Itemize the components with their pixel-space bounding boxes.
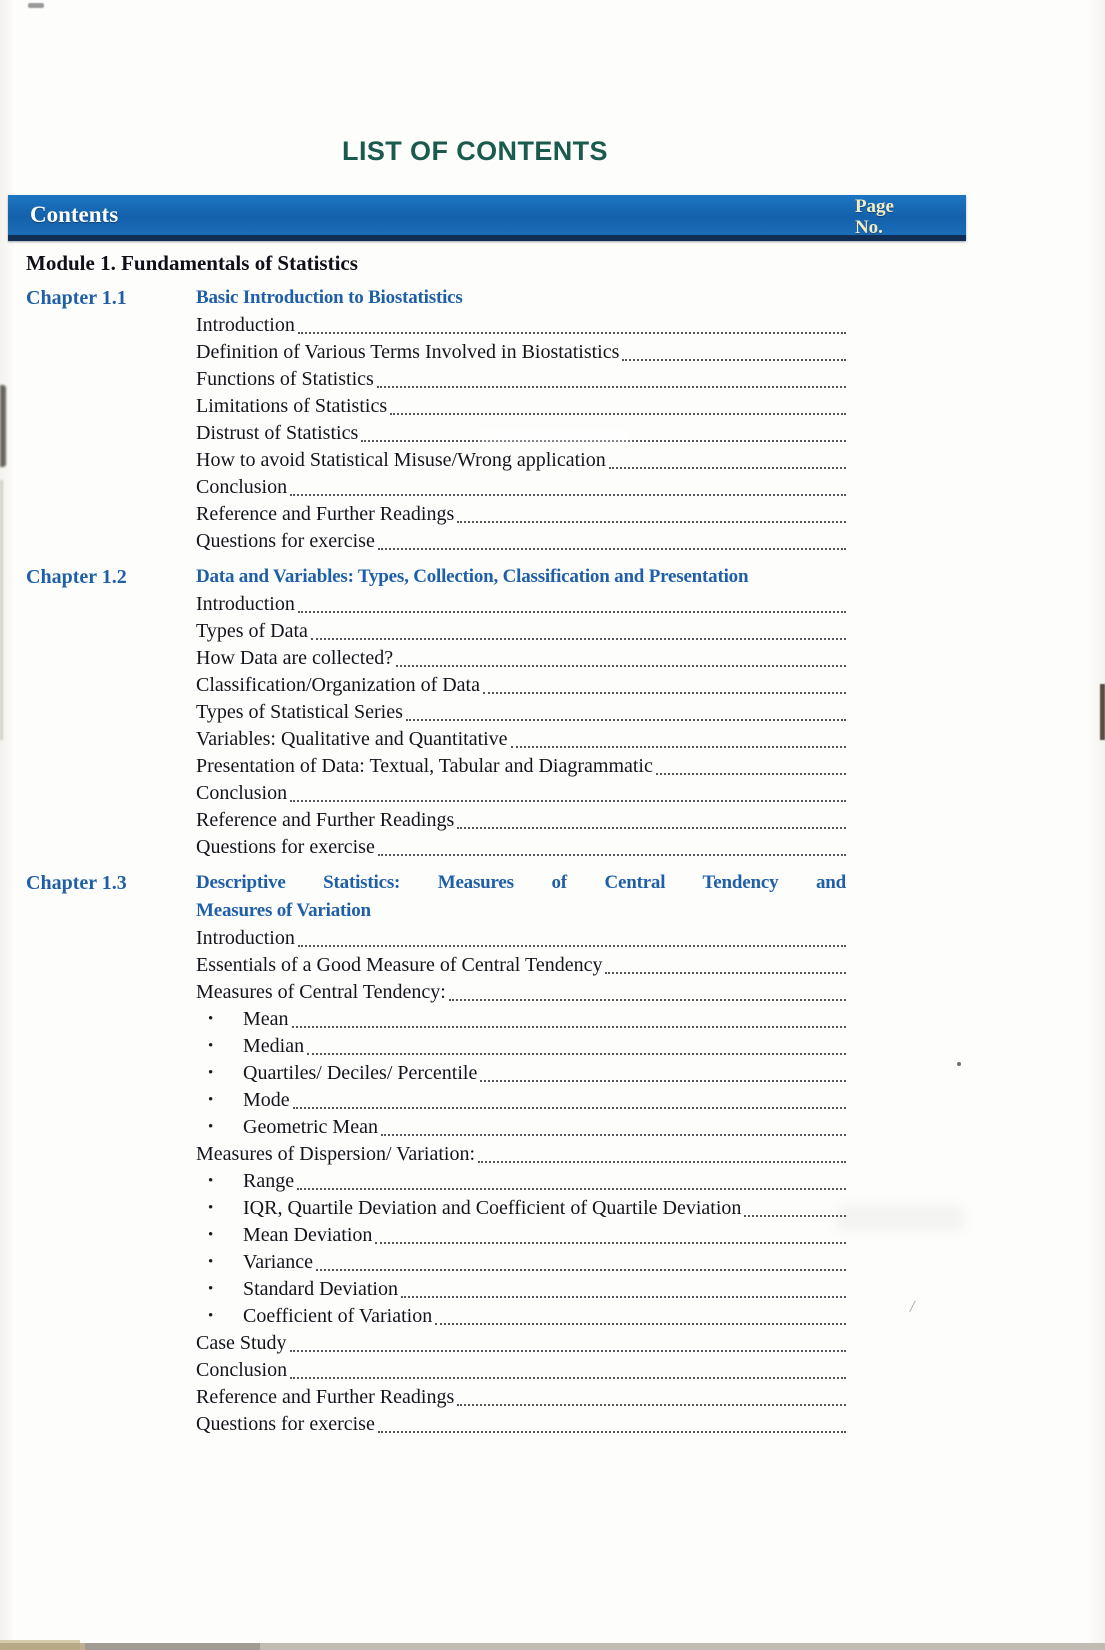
toc-item bbox=[196, 780, 846, 807]
toc-item bbox=[196, 474, 846, 501]
toc-item-label: Essentials of a Good Measure of Central Tendency bbox=[196, 954, 603, 976]
dotted-leader bbox=[298, 945, 846, 947]
toc-item bbox=[196, 1141, 846, 1168]
toc-item bbox=[196, 1303, 846, 1330]
toc-item-label: Introduction bbox=[196, 593, 295, 615]
toc-item-label: Measures of Central Tendency: bbox=[196, 981, 446, 1003]
bullet-icon: • bbox=[208, 1038, 214, 1054]
dotted-leader bbox=[316, 1269, 846, 1271]
dotted-leader bbox=[401, 1296, 846, 1298]
toc-item-label: Mean Deviation bbox=[243, 1224, 373, 1246]
dotted-leader bbox=[390, 413, 846, 415]
chapter-title-line: Basic Introduction to Biostatistics bbox=[196, 287, 463, 308]
toc-item bbox=[196, 645, 846, 672]
scan-smudge bbox=[835, 1205, 965, 1231]
toc-item bbox=[196, 1411, 846, 1438]
header-page-no-line1: Page bbox=[854, 196, 894, 217]
chapter-title-line: Measures of Variation bbox=[196, 900, 371, 921]
toc-item-label: Case Study bbox=[196, 1332, 287, 1354]
module-heading: Module 1. Fundamentals of Statistics bbox=[26, 251, 358, 275]
toc-item-label: Types of Statistical Series bbox=[196, 701, 403, 723]
bullet-icon: • bbox=[208, 1119, 214, 1135]
toc-item bbox=[196, 1033, 846, 1060]
chapter-head bbox=[26, 869, 846, 925]
chapter-title bbox=[196, 284, 846, 312]
toc-item bbox=[196, 501, 846, 528]
chapter-items bbox=[26, 591, 846, 861]
dotted-leader bbox=[622, 359, 846, 361]
toc-item-label: Mean bbox=[243, 1008, 289, 1030]
toc-item-label: Conclusion bbox=[196, 1359, 288, 1381]
toc-item bbox=[196, 1168, 846, 1195]
chapter-title bbox=[196, 563, 846, 591]
dotted-leader bbox=[375, 1242, 846, 1244]
toc-item-label: Classification/Organization of Data bbox=[196, 674, 480, 696]
dotted-leader bbox=[377, 386, 846, 388]
scan-artifact-bottom-strip bbox=[0, 1643, 1105, 1650]
dotted-leader bbox=[298, 332, 846, 334]
chapter-items bbox=[26, 312, 846, 555]
toc-item bbox=[196, 1114, 846, 1141]
dotted-leader bbox=[406, 719, 846, 721]
toc-item-label: Presentation of Data: Textual, Tabular and Diagrammatic bbox=[196, 755, 653, 777]
toc-item-label: How to avoid Statistical Misuse/Wrong application bbox=[196, 449, 606, 471]
dotted-leader bbox=[435, 1323, 846, 1325]
header-contents-label: Contents bbox=[30, 202, 119, 227]
toc-item-label: Reference and Further Readings bbox=[196, 503, 455, 525]
scan-artifact-slash: / bbox=[908, 1295, 917, 1317]
dotted-leader bbox=[744, 1215, 846, 1217]
toc-item bbox=[196, 1357, 846, 1384]
dotted-leader bbox=[307, 1053, 846, 1055]
toc-item-label: Conclusion bbox=[196, 782, 288, 804]
toc-item-label: Introduction bbox=[196, 314, 295, 336]
dotted-leader bbox=[656, 773, 846, 775]
toc-item bbox=[196, 1087, 846, 1114]
scan-artifact-dot bbox=[957, 1062, 961, 1066]
toc-item-label: Definition of Various Terms Involved in Biostatistics bbox=[196, 341, 620, 363]
bullet-icon: • bbox=[208, 1200, 214, 1216]
dotted-leader bbox=[605, 972, 846, 974]
dotted-leader bbox=[290, 494, 846, 496]
bullet-icon: • bbox=[208, 1227, 214, 1243]
toc-item-label: Reference and Further Readings bbox=[196, 1386, 455, 1408]
dotted-leader bbox=[449, 999, 846, 1001]
toc-item-label: Range bbox=[243, 1170, 295, 1192]
scan-artifact-top-left bbox=[28, 3, 44, 8]
chapter-label: Chapter 1.1 bbox=[26, 287, 127, 309]
toc-item bbox=[196, 672, 846, 699]
toc-item bbox=[196, 591, 846, 618]
toc-item-label: IQR, Quartile Deviation and Coefficient of Quartile Deviation bbox=[243, 1197, 742, 1219]
dotted-leader bbox=[378, 548, 846, 550]
dotted-leader bbox=[457, 1404, 846, 1406]
dotted-leader bbox=[396, 665, 846, 667]
dotted-leader bbox=[361, 440, 846, 442]
toc-item bbox=[196, 1330, 846, 1357]
toc-item-label: Variables: Qualitative and Quantitative bbox=[196, 728, 508, 750]
chapter-title bbox=[196, 869, 846, 925]
dotted-leader bbox=[298, 611, 846, 613]
chapter-title-line: Descriptive Statistics: Measures of Central Tendency and bbox=[196, 872, 846, 893]
page-title: LIST OF CONTENTS bbox=[342, 136, 608, 166]
bullet-icon: • bbox=[208, 1092, 214, 1108]
chapter-section bbox=[26, 563, 846, 861]
toc-item bbox=[196, 339, 846, 366]
bullet-icon: • bbox=[208, 1173, 214, 1189]
toc-item-label: Questions for exercise bbox=[196, 836, 375, 858]
toc-item bbox=[196, 366, 846, 393]
chapter-label: Chapter 1.3 bbox=[26, 872, 127, 894]
dotted-leader bbox=[311, 638, 846, 640]
chapter-items bbox=[26, 925, 846, 1438]
toc-item bbox=[196, 1384, 846, 1411]
toc-item-label: Measures of Dispersion/ Variation: bbox=[196, 1143, 476, 1165]
bullet-icon: • bbox=[208, 1065, 214, 1081]
bullet-icon: • bbox=[208, 1254, 214, 1270]
dotted-leader bbox=[609, 467, 846, 469]
toc-item-label: Variance bbox=[243, 1251, 313, 1273]
toc-item-label: Conclusion bbox=[196, 476, 288, 498]
toc-item bbox=[196, 528, 846, 555]
chapter-title-line: Data and Variables: Types, Collection, Classification and Presentation bbox=[196, 566, 749, 587]
dotted-leader bbox=[457, 521, 846, 523]
toc-item-label: Questions for exercise bbox=[196, 1413, 375, 1435]
toc-item bbox=[196, 618, 846, 645]
toc-item-label: How Data are collected? bbox=[196, 647, 394, 669]
dotted-leader bbox=[381, 1134, 846, 1136]
toc-item bbox=[196, 726, 846, 753]
toc-item-label: Reference and Further Readings bbox=[196, 809, 455, 831]
dotted-leader bbox=[457, 827, 846, 829]
toc-item-label: Introduction bbox=[196, 927, 295, 949]
toc-item bbox=[196, 393, 846, 420]
dotted-leader bbox=[478, 1161, 846, 1163]
toc-item-label: Functions of Statistics bbox=[196, 368, 374, 390]
chapter-list bbox=[26, 284, 846, 1438]
toc-item bbox=[196, 1276, 846, 1303]
chapter-head bbox=[26, 284, 846, 312]
chapter-label: Chapter 1.2 bbox=[26, 566, 127, 588]
chapter-section bbox=[26, 284, 846, 555]
scan-artifact-bottom-corner bbox=[0, 1640, 80, 1650]
toc-item-label: Quartiles/ Deciles/ Percentile bbox=[243, 1062, 478, 1084]
toc-item bbox=[196, 979, 846, 1006]
bullet-icon: • bbox=[208, 1308, 214, 1324]
toc-item-label: Median bbox=[243, 1035, 305, 1057]
toc-item bbox=[196, 699, 846, 726]
toc-item-label: Questions for exercise bbox=[196, 530, 375, 552]
dotted-leader bbox=[483, 692, 846, 694]
dotted-leader bbox=[293, 1107, 846, 1109]
contents-header-bar bbox=[8, 195, 966, 241]
toc-item bbox=[196, 753, 846, 780]
dotted-leader bbox=[292, 1026, 846, 1028]
toc-item bbox=[196, 1195, 846, 1222]
toc-item-label: Standard Deviation bbox=[243, 1278, 398, 1300]
toc-item bbox=[196, 447, 846, 474]
toc-item bbox=[196, 952, 846, 979]
toc-item bbox=[196, 1249, 846, 1276]
toc-item bbox=[196, 420, 846, 447]
dotted-leader bbox=[480, 1080, 846, 1082]
toc-item-label: Limitations of Statistics bbox=[196, 395, 388, 417]
toc-item bbox=[196, 807, 846, 834]
toc-item bbox=[196, 1006, 846, 1033]
dotted-leader bbox=[378, 854, 846, 856]
dotted-leader bbox=[290, 1377, 846, 1379]
toc-item bbox=[196, 834, 846, 861]
bullet-icon: • bbox=[208, 1281, 214, 1297]
toc-item-label: Coefficient of Variation bbox=[243, 1305, 433, 1327]
scan-artifact-left-faint bbox=[0, 480, 3, 740]
toc-item-label: Geometric Mean bbox=[243, 1116, 378, 1138]
dotted-leader bbox=[290, 1350, 846, 1352]
toc-item bbox=[196, 925, 846, 952]
dotted-leader bbox=[511, 746, 846, 748]
header-page-no-line2: No. bbox=[854, 217, 883, 238]
toc-item-label: Distrust of Statistics bbox=[196, 422, 359, 444]
toc-item bbox=[196, 1222, 846, 1249]
toc-item-label: Mode bbox=[243, 1089, 290, 1111]
header-page-no-label bbox=[855, 196, 894, 238]
chapter-section bbox=[26, 869, 846, 1438]
dotted-leader bbox=[290, 800, 846, 802]
chapter-head bbox=[26, 563, 846, 591]
toc-item bbox=[196, 312, 846, 339]
dotted-leader bbox=[378, 1431, 846, 1433]
bullet-icon: • bbox=[208, 1011, 214, 1027]
toc-item-label: Types of Data bbox=[196, 620, 308, 642]
scan-artifact-left-edge bbox=[0, 385, 6, 467]
toc-item bbox=[196, 1060, 846, 1087]
dotted-leader bbox=[297, 1188, 846, 1190]
scan-artifact-right-edge bbox=[1100, 684, 1105, 740]
